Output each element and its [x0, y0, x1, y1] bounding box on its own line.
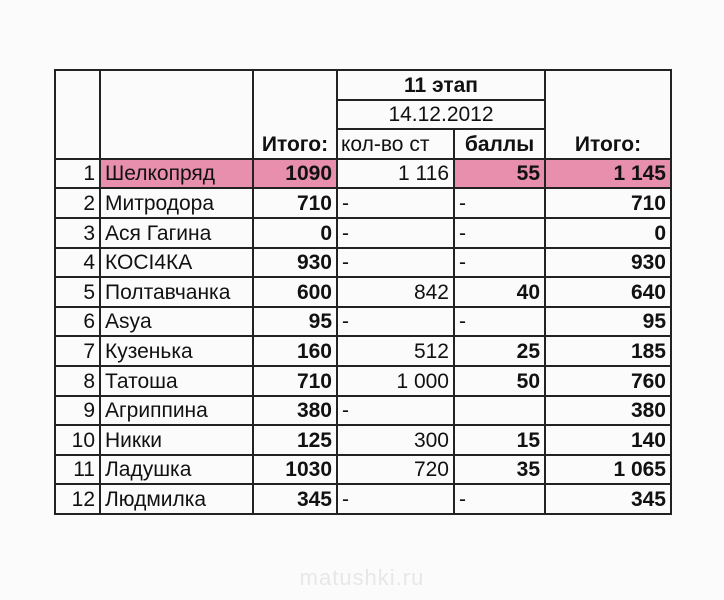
- watermark: matushki.ru: [299, 565, 425, 590]
- total-after: 760: [545, 366, 671, 396]
- stage-date: 14.12.2012: [337, 100, 545, 130]
- participant-name: Ладушка: [100, 455, 253, 485]
- participant-name: Людмилка: [100, 484, 253, 514]
- participant-name: Кузенька: [100, 336, 253, 366]
- participant-name: Шелкопряд: [100, 159, 253, 189]
- total-before: 710: [253, 188, 337, 218]
- table-row: [55, 277, 671, 307]
- stage-points: 50: [454, 366, 545, 396]
- table-row: [55, 425, 671, 455]
- header-points: баллы: [454, 129, 545, 159]
- total-after: 1 065: [545, 455, 671, 485]
- stage-count: 1 116: [337, 159, 454, 189]
- stage-points: -: [454, 248, 545, 278]
- total-after: 345: [545, 484, 671, 514]
- stage-points: -: [454, 188, 545, 218]
- score-rows: [55, 159, 671, 514]
- total-before: 930: [253, 248, 337, 278]
- total-before: 0: [253, 218, 337, 248]
- total-after: 640: [545, 277, 671, 307]
- total-after: 930: [545, 248, 671, 278]
- row-number: 12: [55, 484, 100, 514]
- total-before: 380: [253, 396, 337, 426]
- stage-points: 40: [454, 277, 545, 307]
- table-row: [55, 336, 671, 366]
- stage-count: -: [337, 396, 454, 426]
- score-table: [54, 69, 672, 515]
- total-before: 345: [253, 484, 337, 514]
- row-number: 3: [55, 218, 100, 248]
- stage-count: -: [337, 218, 454, 248]
- row-number: 8: [55, 366, 100, 396]
- stage-points: -: [454, 484, 545, 514]
- row-number: 1: [55, 159, 100, 189]
- stage-count: 720: [337, 455, 454, 485]
- stage-count: -: [337, 188, 454, 218]
- stage-count: 1 000: [337, 366, 454, 396]
- stage-count: 512: [337, 336, 454, 366]
- participant-name: Агриппина: [100, 396, 253, 426]
- stage-points: 55: [454, 159, 545, 189]
- table-row: [55, 366, 671, 396]
- participant-name: Ася Гагина: [100, 218, 253, 248]
- total-after: 185: [545, 336, 671, 366]
- row-number: 4: [55, 248, 100, 278]
- stage-count: -: [337, 484, 454, 514]
- stage-count: 300: [337, 425, 454, 455]
- header-total-before: Итого:: [253, 70, 337, 159]
- stage-points: [454, 396, 545, 426]
- total-before: 160: [253, 336, 337, 366]
- total-before: 125: [253, 425, 337, 455]
- table-row: [55, 188, 671, 218]
- stage-points: 15: [454, 425, 545, 455]
- header-count: кол-во ст: [337, 129, 454, 159]
- header-row-stage: [55, 70, 671, 100]
- table-row: [55, 248, 671, 278]
- participant-name: Татоша: [100, 366, 253, 396]
- total-before: 1030: [253, 455, 337, 485]
- table-row: [55, 218, 671, 248]
- header-total-after: Итого:: [545, 70, 671, 159]
- table-row: [55, 307, 671, 337]
- total-before: 1090: [253, 159, 337, 189]
- total-after: 140: [545, 425, 671, 455]
- row-number: 2: [55, 188, 100, 218]
- table-row: [55, 484, 671, 514]
- total-after: 0: [545, 218, 671, 248]
- total-before: 600: [253, 277, 337, 307]
- total-after: 1 145: [545, 159, 671, 189]
- stage-count: -: [337, 248, 454, 278]
- participant-name: Митродора: [100, 188, 253, 218]
- row-number: 10: [55, 425, 100, 455]
- row-number: 9: [55, 396, 100, 426]
- total-after: 710: [545, 188, 671, 218]
- stage-points: -: [454, 218, 545, 248]
- row-number: 7: [55, 336, 100, 366]
- stage-points: 35: [454, 455, 545, 485]
- table-row: [55, 396, 671, 426]
- header-name-cell: [100, 70, 253, 159]
- stage-points: -: [454, 307, 545, 337]
- table-row: [55, 455, 671, 485]
- participant-name: Никки: [100, 425, 253, 455]
- participant-name: Asya: [100, 307, 253, 337]
- stage-title: 11 этап: [337, 70, 545, 100]
- stage-points: 25: [454, 336, 545, 366]
- stage-count: 842: [337, 277, 454, 307]
- total-after: 380: [545, 396, 671, 426]
- table-row: [55, 159, 671, 189]
- header-number-cell: [55, 70, 100, 159]
- row-number: 6: [55, 307, 100, 337]
- participant-name: КОСІ4КА: [100, 248, 253, 278]
- total-after: 95: [545, 307, 671, 337]
- participant-name: Полтавчанка: [100, 277, 253, 307]
- total-before: 710: [253, 366, 337, 396]
- row-number: 11: [55, 455, 100, 485]
- row-number: 5: [55, 277, 100, 307]
- stage-count: -: [337, 307, 454, 337]
- total-before: 95: [253, 307, 337, 337]
